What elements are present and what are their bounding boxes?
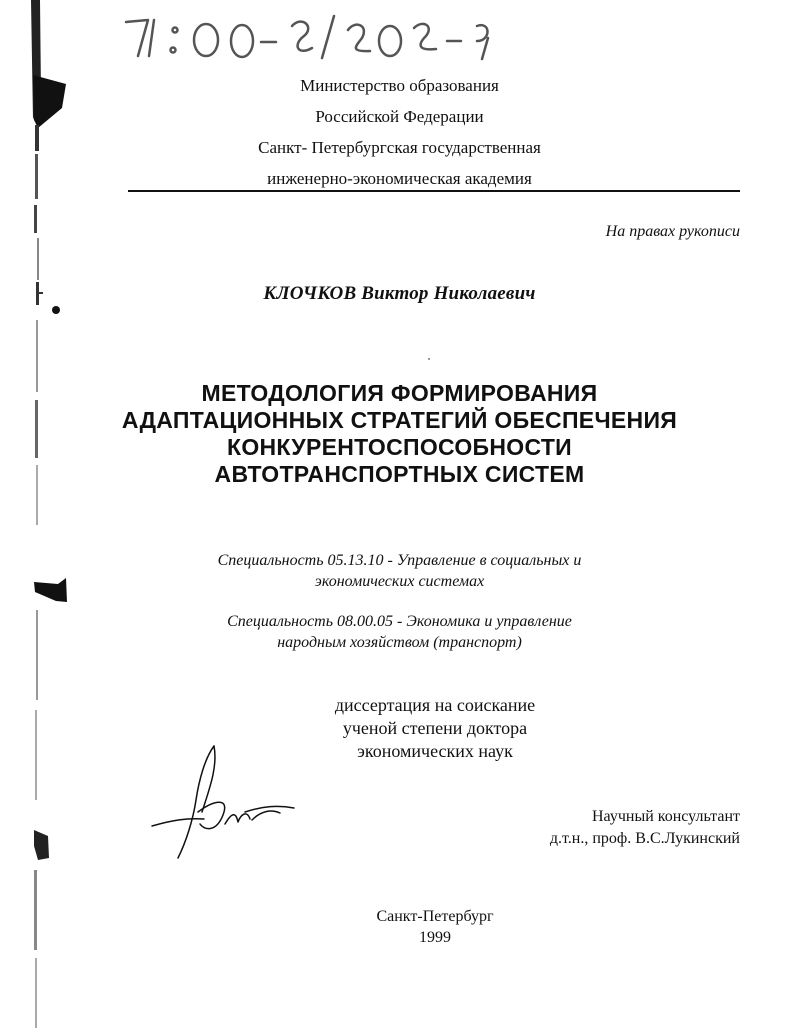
degree-line-1: диссертация на соискание [334,695,536,715]
place-and-year [0,906,799,948]
ministry-line-1: Министерство образования [300,76,499,95]
author-signature [148,742,298,862]
degree-line-2: ученой степени доктора [342,718,528,738]
specialty-1-line-1: Специальность 05.13.10 - Управление в социальных и [217,552,582,569]
ministry-line-2: Российской Федерации [315,107,484,126]
title-line-1: МЕТОДОЛОГИЯ ФОРМИРОВАНИЯ [201,380,598,406]
archive-number-handwriting [118,8,498,64]
title-line-2: АДАПТАЦИОННЫХ СТРАТЕГИЙ ОБЕСПЕЧЕНИЯ [121,407,678,433]
scan-speck [428,358,430,360]
specialty-1 [0,550,799,592]
title-line-4: АВТОТРАНСПОРТНЫХ СИСТЕМ [214,461,585,487]
consultant-name: д.т.н., проф. В.С.Лукинский [549,830,740,847]
specialty-2-line-1: Специальность 08.00.05 - Экономика и управление [227,613,572,630]
scientific-consultant [550,806,740,850]
header-divider [128,190,740,192]
degree-statement [0,694,799,763]
academy-line-2: инженерно-экономическая академия [267,169,532,188]
academy-line-1: Санкт- Петербургская государственная [258,138,541,157]
title-line-3: КОНКУРЕНТОСПОСОБНОСТИ [226,434,573,460]
author-name: КЛОЧКОВ Виктор Николаевич [263,283,536,304]
rights-note: На правах рукописи [605,223,740,240]
dissertation-title [0,380,799,488]
specialty-2 [0,611,799,653]
archive-number [118,8,498,64]
specialty-2-line-2: народным хозяйством (транспорт) [277,634,522,651]
city: Санкт-Петербург [376,908,494,925]
specialty-1-line-2: экономических системах [314,573,485,590]
ministry-header [0,70,799,194]
year: 1999 [419,929,451,946]
consultant-label: Научный консультант [592,808,740,825]
degree-line-3: экономических наук [357,741,513,761]
